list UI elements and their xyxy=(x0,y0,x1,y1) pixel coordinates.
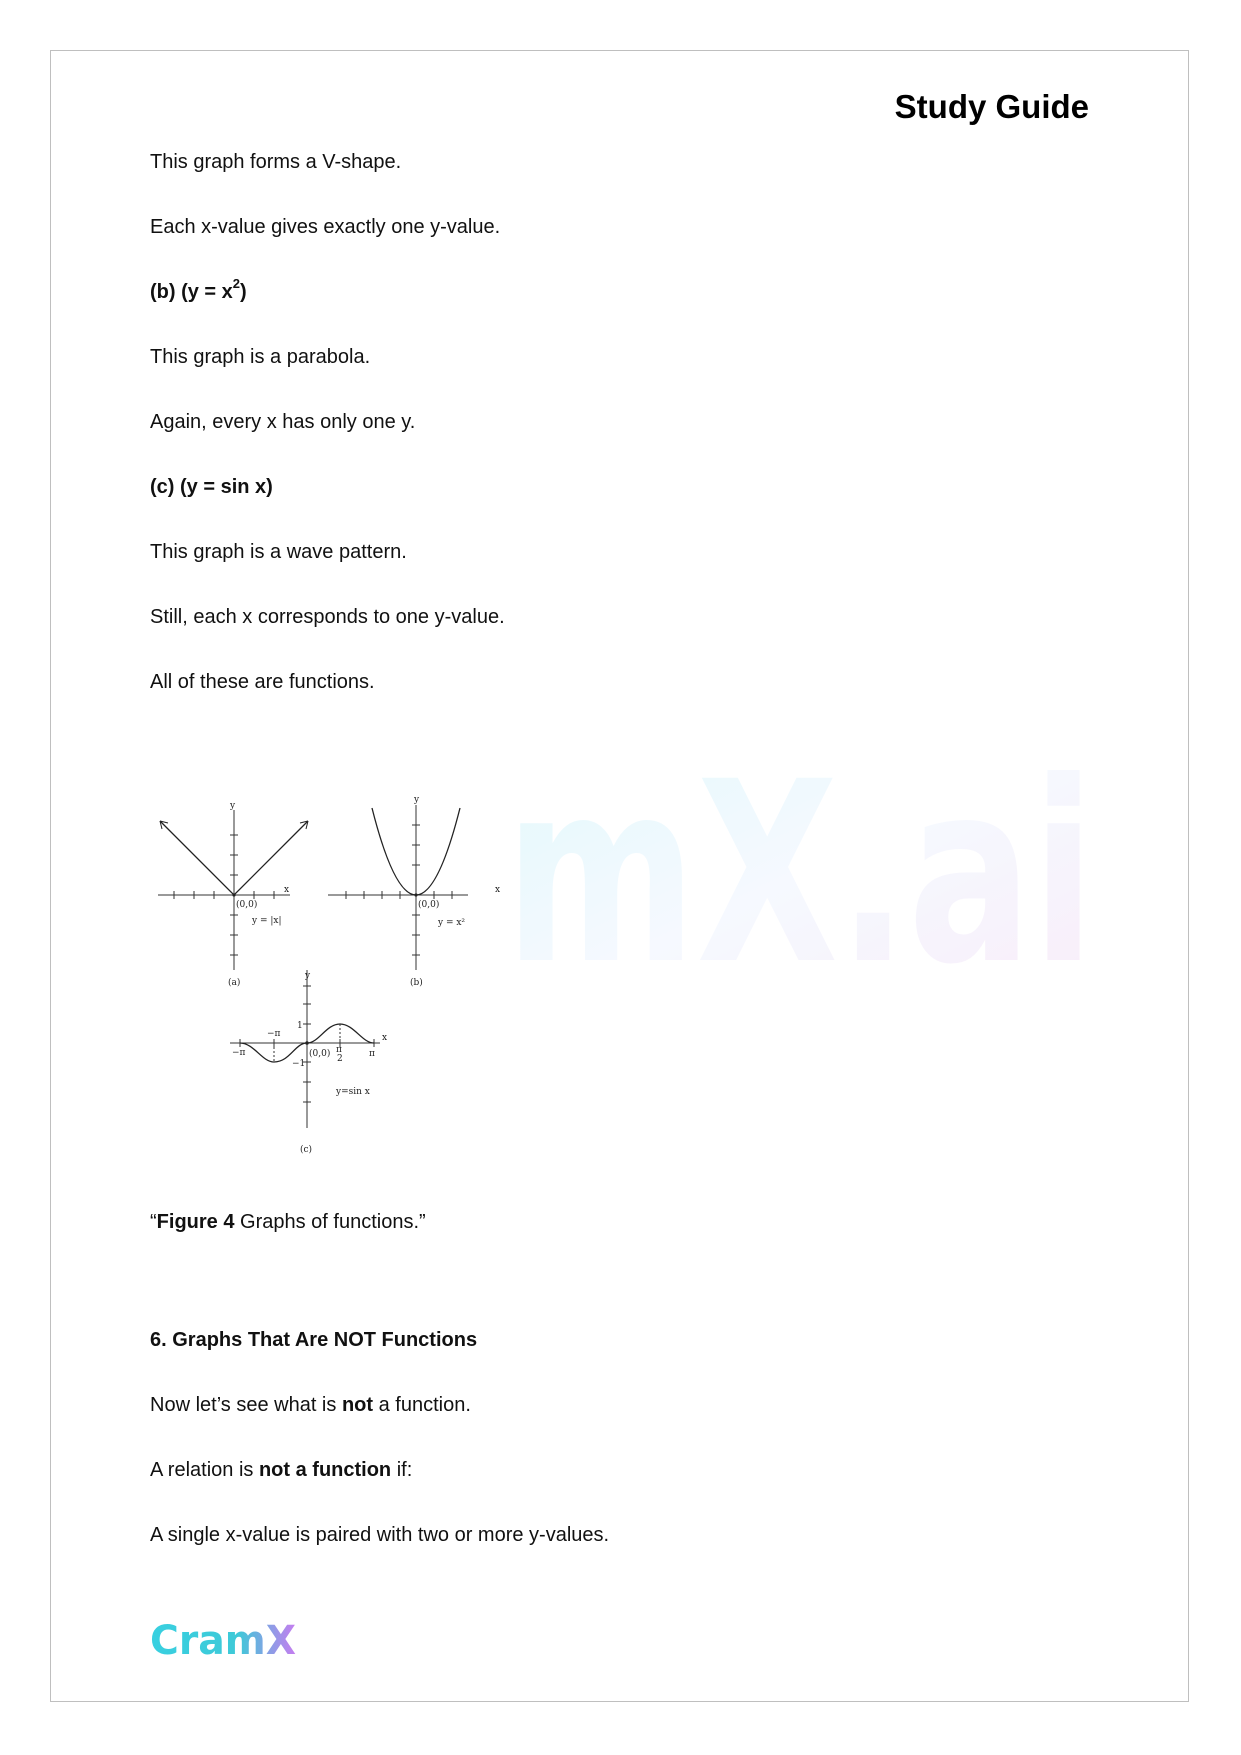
watermark xyxy=(505,728,1095,1019)
graph-c-tick-neg1: −1 xyxy=(292,1059,306,1069)
heading-b-prefix: (b) (y = x xyxy=(150,281,233,303)
paragraph-relation xyxy=(150,1458,412,1482)
graph-b-ticks xyxy=(346,825,452,955)
graph-c-equation: y=sin x xyxy=(336,1087,370,1097)
paragraph-each-x: Still, each x corresponds to one y-value. xyxy=(150,606,505,628)
figure-graphs xyxy=(150,780,520,1155)
graph-a-origin-label: (0,0) xyxy=(236,900,258,910)
graph-a-origin-dot xyxy=(232,893,235,896)
paragraph-single-x: A single x-value is paired with two or more y-values. xyxy=(150,1524,610,1546)
watermark-text: mX.ai xyxy=(505,728,1095,1019)
heading-b xyxy=(150,276,247,304)
cramx-logo xyxy=(150,1614,300,1664)
p8-part-a: Now let’s see what is xyxy=(150,1394,342,1416)
graph-b-origin-label: (0,0) xyxy=(418,900,440,910)
graph-a-panel-label: (a) xyxy=(228,978,241,988)
p9-part-c: if: xyxy=(391,1459,413,1481)
graph-c-panel-label: (c) xyxy=(300,1145,313,1155)
graph-c-origin-label: (0,0) xyxy=(309,1049,331,1059)
paragraph-wave: This graph is a wave pattern. xyxy=(150,541,407,563)
caption-figure-number: Figure 4 xyxy=(156,1211,235,1233)
p8-part-c: a function. xyxy=(373,1394,471,1416)
graph-c-pi: π xyxy=(369,1049,375,1059)
graph-c-pi-over-2: π xyxy=(336,1045,342,1055)
heading-b-superscript: 2 xyxy=(232,276,241,292)
p8-part-b: not xyxy=(341,1394,374,1416)
graph-c-tick-pos1: 1 xyxy=(297,1021,303,1031)
figure-caption xyxy=(150,1210,426,1234)
section-heading: 6. Graphs That Are NOT Functions xyxy=(150,1329,478,1351)
graph-a-equation: y = |x| xyxy=(252,916,282,926)
graph-c-x-label: x xyxy=(382,1033,388,1043)
graph-a-x-label: x xyxy=(284,885,290,895)
graph-b-y-label: y xyxy=(414,795,420,805)
heading-b-suffix: ) xyxy=(240,281,247,303)
logo-text: CramX xyxy=(150,1618,297,1664)
graph-c-origin-dot xyxy=(305,1041,309,1045)
graph-a-y-label: y xyxy=(230,801,236,811)
paragraph-all-functions: All of these are functions. xyxy=(150,671,375,693)
caption-text: Graphs of functions.” xyxy=(234,1211,426,1233)
paragraph-only-one-y: Again, every x has only one y. xyxy=(150,411,416,433)
graph-c-two: 2 xyxy=(337,1054,343,1064)
graph-b-origin-dot xyxy=(414,893,417,896)
page-title: Study Guide xyxy=(894,88,1089,125)
graph-b-equation: y = x² xyxy=(438,918,466,928)
graph-b-x-label: x xyxy=(495,885,501,895)
heading-c: (c) (y = sin x) xyxy=(150,476,273,498)
paragraph-not-a-function xyxy=(150,1393,471,1417)
graph-c-neg-pi-over-2: −π xyxy=(267,1029,281,1039)
paragraph-v-shape: This graph forms a V-shape. xyxy=(150,151,402,173)
paragraph-parabola: This graph is a parabola. xyxy=(150,346,371,368)
p9-part-a: A relation is xyxy=(150,1459,259,1481)
graph-b-panel-label: (b) xyxy=(410,978,423,988)
graph-c-neg-pi: −π xyxy=(232,1048,246,1058)
graph-c-y-label: y xyxy=(305,971,311,981)
p9-part-b: not a function xyxy=(258,1459,392,1481)
paragraph-one-y-value: Each x-value gives exactly one y-value. xyxy=(150,216,501,238)
caption-open-quote: “ xyxy=(150,1211,157,1233)
